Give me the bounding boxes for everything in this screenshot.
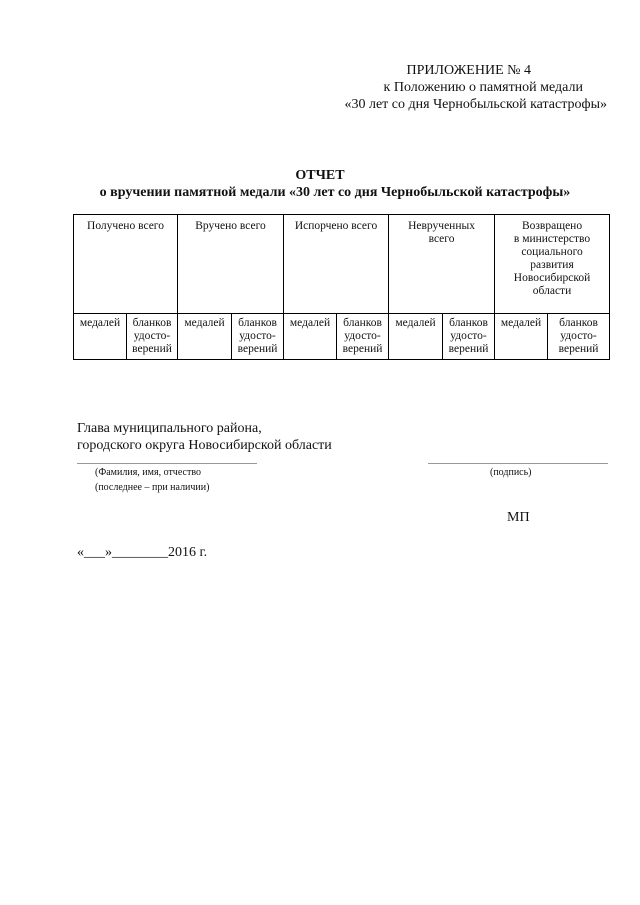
report-heading bbox=[0, 167, 640, 201]
signer-title bbox=[77, 420, 332, 454]
signature-line bbox=[428, 463, 608, 464]
name-signature-line bbox=[77, 463, 257, 464]
appendix-header bbox=[344, 62, 607, 113]
appendix-reference: к Положению о памятной медали bbox=[383, 80, 583, 95]
header-returned-to-ministry: Возвращено в министерство социального развития Новосибирской области bbox=[495, 215, 610, 314]
header-spoiled-total: Испорчено всего bbox=[284, 215, 389, 314]
header-not-awarded-total: Неврученных всего bbox=[389, 215, 495, 314]
signer-line-1: Глава муниципального района, bbox=[77, 421, 262, 436]
subheader-certificate-forms: бланков удосто- верений bbox=[548, 314, 610, 360]
subheader-certificate-forms: бланков удосто- верений bbox=[443, 314, 495, 360]
report-title: ОТЧЕТ bbox=[295, 168, 345, 183]
header-awarded-total: Вручено всего bbox=[178, 215, 284, 314]
subheader-medals: медалей bbox=[284, 314, 337, 360]
subheader-medals: медалей bbox=[389, 314, 443, 360]
header-received-total: Получено всего bbox=[74, 215, 178, 314]
signature-caption: (подпись) bbox=[490, 467, 532, 478]
signer-line-2: городского округа Новосибирской области bbox=[77, 438, 332, 453]
name-caption-2: (последнее – при наличии) bbox=[95, 482, 210, 493]
name-caption-1: (Фамилия, имя, отчество bbox=[95, 467, 201, 478]
report-table bbox=[73, 214, 610, 360]
subheader-medals: медалей bbox=[178, 314, 232, 360]
subheader-medals: медалей bbox=[74, 314, 127, 360]
subheader-certificate-forms: бланков удосто- верений bbox=[127, 314, 178, 360]
date-line: «___»________2016 г. bbox=[77, 545, 208, 560]
report-subtitle: о вручении памятной медали «30 лет со дня Чернобыльской катастрофы» bbox=[99, 185, 571, 200]
subheader-medals: медалей bbox=[495, 314, 548, 360]
appendix-number: ПРИЛОЖЕНИЕ № 4 bbox=[406, 63, 531, 78]
stamp-placeholder: МП bbox=[507, 510, 530, 525]
subheader-certificate-forms: бланков удосто- верений bbox=[232, 314, 284, 360]
table-subheader-row bbox=[74, 314, 610, 360]
table-header-row bbox=[74, 215, 610, 314]
subheader-certificate-forms: бланков удосто- верений bbox=[337, 314, 389, 360]
appendix-medal-name: «30 лет со дня Чернобыльской катастрофы» bbox=[344, 97, 607, 112]
